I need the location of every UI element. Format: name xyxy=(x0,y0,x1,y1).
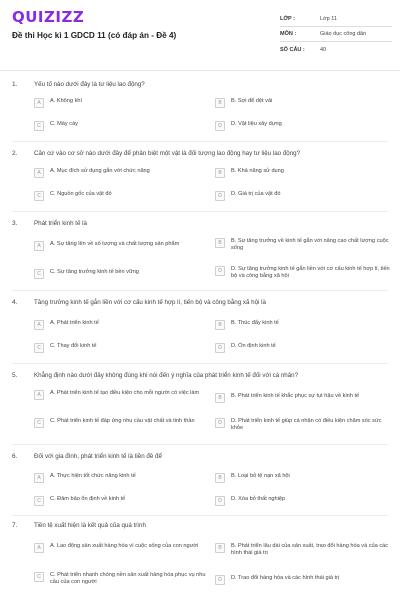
option-letter-box: D xyxy=(215,418,225,428)
info-label: LỚP : xyxy=(280,16,295,22)
option-b[interactable] xyxy=(215,320,390,330)
option-d[interactable] xyxy=(215,496,390,506)
question-text: Khẳng định nào dưới đây không đúng khi nói đến ý nghĩa của phát triển kinh tế đối với cá nhân? xyxy=(34,372,299,379)
option-text: C. Phát triển kinh tế đáp ứng nhu cầu vật chất và tinh thần xyxy=(50,418,195,424)
option-letter-box: A xyxy=(34,241,44,251)
option-text: C. Máy cày xyxy=(50,121,78,127)
option-text: A. Phát triển kinh tế tạo điều kiện cho mỗi người có việc làm xyxy=(50,390,200,396)
option-text: D. Vật liệu xây dựng xyxy=(231,121,282,127)
option-text: B. Sự tăng trưởng về kinh tế gắn với nâng cao chất lượng cuộc sống xyxy=(231,238,389,252)
info-label: MÔN : xyxy=(280,31,297,37)
option-a[interactable] xyxy=(34,241,209,251)
option-d[interactable] xyxy=(215,575,390,585)
option-letter-box: B xyxy=(215,473,225,483)
option-text: D. Giá trị của vật đó xyxy=(231,191,281,197)
option-letter-box: D xyxy=(215,496,225,506)
option-letter-box: A xyxy=(34,98,44,108)
option-letter-box: B xyxy=(215,98,225,108)
info-row-class xyxy=(280,12,392,27)
option-text: C. Thay đổi kinh tế xyxy=(50,343,97,349)
option-text: D. Xóa bỏ thất nghiệp xyxy=(231,496,286,502)
option-a[interactable] xyxy=(34,543,209,553)
question-number: 6. xyxy=(12,453,18,460)
option-c[interactable] xyxy=(34,572,209,586)
option-text: C. Sự tăng trưởng kinh tế bền vững xyxy=(50,269,139,275)
option-c[interactable] xyxy=(34,418,209,428)
option-text: A. Thực hiện tốt chức năng kinh tế xyxy=(50,473,136,479)
option-letter-box: B xyxy=(215,543,225,553)
question-text: Phát triển kinh tế là xyxy=(34,220,87,227)
option-letter-box: D xyxy=(215,575,225,585)
header-divider xyxy=(0,70,400,71)
option-b[interactable] xyxy=(215,473,390,483)
option-letter-box: C xyxy=(34,191,44,201)
option-letter-box: B xyxy=(215,168,225,178)
option-letter-box: B xyxy=(215,238,225,248)
worksheet-title: Đề thi Học kì 1 GDCD 11 (có đáp án - Đề 4) xyxy=(12,31,177,40)
question-divider xyxy=(12,290,388,291)
option-c[interactable] xyxy=(34,496,209,506)
option-text: D. Phát triển kinh tế giúp cá nhân có điều kiện chăm sóc sức khỏe xyxy=(231,418,382,432)
option-letter-box: B xyxy=(215,393,225,403)
question-number: 1. xyxy=(12,81,18,88)
option-text: A. Phát triển kinh tế xyxy=(50,320,99,326)
option-letter-box: C xyxy=(34,418,44,428)
option-b[interactable] xyxy=(215,543,390,557)
option-a[interactable] xyxy=(34,473,209,483)
info-row-subject xyxy=(280,27,392,42)
option-b[interactable] xyxy=(215,238,390,252)
option-letter-box: B xyxy=(215,320,225,330)
info-row-count xyxy=(280,42,392,57)
info-value: 40 xyxy=(320,46,327,53)
option-letter-box: A xyxy=(34,543,44,553)
option-text: B. Phát triển kinh tế khắc phục sự tụt hậu về kinh tế xyxy=(231,393,360,399)
option-text: D. Sự tăng trưởng kinh tế gắn liền với cơ cấu kinh tế hợp lí, tiến bộ và công bằng xã hội xyxy=(231,266,390,280)
question-text: Yếu tố nào dưới đây là tư liệu lao động? xyxy=(34,81,145,88)
info-value: Lớp 11 xyxy=(320,16,337,22)
quizizz-logo: QUIZIZZ xyxy=(12,8,85,26)
option-a[interactable] xyxy=(34,98,209,108)
option-text: B. Thúc đẩy kinh tế xyxy=(231,320,279,326)
question-number: 2. xyxy=(12,150,18,157)
option-d[interactable] xyxy=(215,266,390,280)
option-c[interactable] xyxy=(34,343,209,353)
option-letter-box: A xyxy=(34,390,44,400)
option-d[interactable] xyxy=(215,191,390,201)
option-letter-box: C xyxy=(34,121,44,131)
question-number: 4. xyxy=(12,299,18,306)
option-letter-box: C xyxy=(34,269,44,279)
option-c[interactable] xyxy=(34,121,209,131)
question-text: Căn cứ vào cơ sở nào dưới đây để phân biệt một vật là đối tượng lao động hay tư liệu lao động? xyxy=(34,150,301,157)
option-d[interactable] xyxy=(215,121,390,131)
option-text: A. Lao động sản xuất hàng hóa vì cuộc sống của con người xyxy=(50,543,199,549)
option-text: A. Mục đích sử dụng gắn với chức năng xyxy=(50,168,150,174)
question-divider xyxy=(12,444,388,445)
option-b[interactable] xyxy=(215,98,390,108)
option-b[interactable] xyxy=(215,168,390,178)
option-d[interactable] xyxy=(215,343,390,353)
option-text: A. Không khí xyxy=(50,98,83,104)
option-text: D. Ổn định kinh tế xyxy=(231,343,276,349)
option-c[interactable] xyxy=(34,269,209,279)
question-text: Tăng trưởng kinh tế gắn liền với cơ cấu kinh tế hợp lí, tiến bộ và công bằng xã hội là xyxy=(34,299,266,306)
option-letter-box: A xyxy=(34,168,44,178)
option-text: B. Loại bỏ tệ nạn xã hội xyxy=(231,473,290,479)
option-letter-box: D xyxy=(215,266,225,276)
worksheet-header xyxy=(0,0,400,70)
option-letter-box: C xyxy=(34,572,44,582)
option-a[interactable] xyxy=(34,320,209,330)
option-letter-box: A xyxy=(34,473,44,483)
option-text: B. Khả năng sử dụng xyxy=(231,168,284,174)
info-label: SỐ CÂU : xyxy=(280,46,305,53)
info-value: Giáo dục công dân xyxy=(320,31,367,37)
question-number: 3. xyxy=(12,220,18,227)
question-number: 7. xyxy=(12,522,18,529)
option-text: D. Trao đổi hàng hóa và các hình thái giá trị xyxy=(231,575,340,581)
option-d[interactable] xyxy=(215,418,390,432)
option-letter-box: A xyxy=(34,320,44,330)
option-letter-box: D xyxy=(215,191,225,201)
option-text: A. Sự tăng lên về số lượng và chất lượng sản phẩm xyxy=(50,241,180,247)
option-letter-box: C xyxy=(34,496,44,506)
question-divider xyxy=(12,141,388,142)
option-text: C. Phát triển nhanh chóng nền sản xuất hàng hóa phục vụ nhu cầu của con người xyxy=(50,572,206,586)
question-divider xyxy=(12,211,388,212)
option-text: C. Nguồn gốc của vật đó xyxy=(50,191,112,197)
option-text: B. Phát triển lâu dài của sản xuất, trao đổi hàng hóa và của các hình thái giá trị xyxy=(231,543,389,557)
option-a[interactable] xyxy=(34,168,209,178)
option-letter-box: D xyxy=(215,121,225,131)
option-a[interactable] xyxy=(34,390,209,400)
question-number: 5. xyxy=(12,372,18,379)
option-text: B. Sợi để dệt vải xyxy=(231,98,273,104)
question-text: Đối với gia đình, phát triển kinh tế là tiền đề để xyxy=(34,453,162,460)
question-divider xyxy=(12,363,388,364)
question-divider xyxy=(12,515,388,516)
question-text: Tiền tệ xuất hiện là kết quả của quá trình xyxy=(34,522,146,529)
option-letter-box: D xyxy=(215,343,225,353)
option-b[interactable] xyxy=(215,393,390,403)
info-table xyxy=(280,12,392,57)
option-letter-box: C xyxy=(34,343,44,353)
option-text: C. Đảm bảo ổn định về kinh tế xyxy=(50,496,126,502)
option-c[interactable] xyxy=(34,191,209,201)
